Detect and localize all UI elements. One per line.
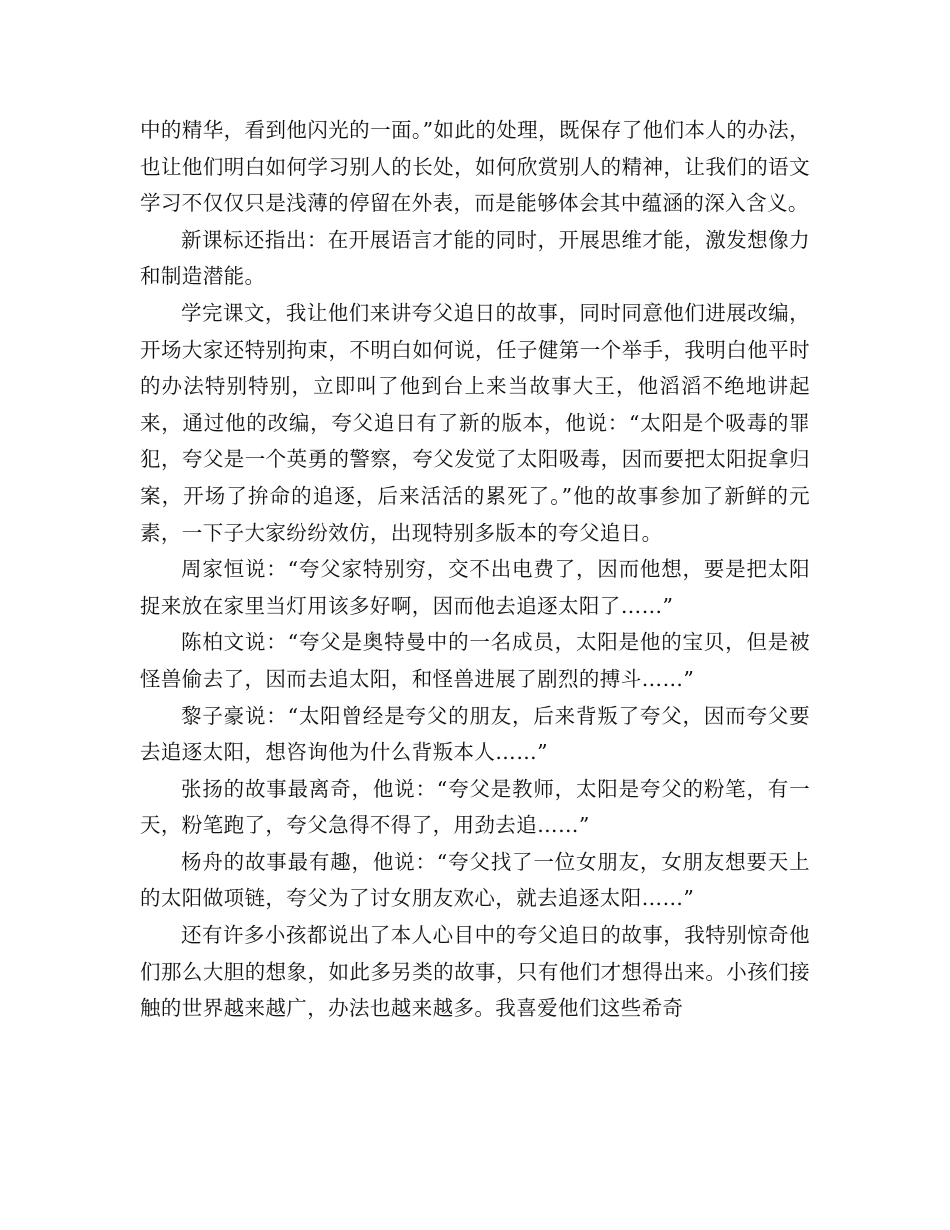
paragraph-5: 陈柏文说：“夸父是奥特曼中的一名成员，太阳是他的宝贝，但是被怪兽偷去了，因而去追太阳，和怪兽进展了剧烈的搏斗……” [140,630,810,691]
paragraph-9: 还有许多小孩都说出了本人心目中的夸父追日的故事，我特别惊奇他们那么大胆的想象，如此多另类的故事，只有他们才想得出来。小孩们接触的世界越来越广，办法也越来越多。我喜爱他们这些希奇 [140,923,810,1021]
paragraph-8: 杨舟的故事最有趣，他说：“夸父找了一位女朋友，女朋友想要天上的太阳做项链，夸父为了讨女朋友欢心，就去追逐太阳……” [140,849,810,911]
paragraph-3: 学完课文，我让他们来讲夸父追日的故事，同时同意他们进展改编，开场大家还特别拘束，不明白如何说，任子健第一个举手，我明白他平时的办法特别特别，立即叫了他到台上来当故事大王，他滔滔不绝地讲起来，通过他的改编，夸父追日有了新的版本，他说：“太阳是个吸毒的罪犯，夸父是一个英勇的警察，夸父发觉了太阳吸毒，因而要把太阳捉拿归案，开场了拚命的追逐，后来活活的累死了。”他的故事参加了新鲜的元素，一下子大家纷纷效仿，出现特别多版本的夸父追日。 [140,300,810,545]
paragraph-4: 周家恒说：“夸父家特别穷，交不出电费了，因而他想，要是把太阳捉来放在家里当灯用该多好啊，因而他去追逐太阳了……” [140,557,810,618]
paragraph-2: 新课标还指出：在开展语言才能的同时，开展思维才能，激发想像力和制造潜能。 [140,227,810,289]
document-body [140,112,810,1027]
paragraph-6: 黎子豪说：“太阳曾经是夸父的朋友，后来背叛了夸父，因而夸父要去追逐太阳，想咨询他为什么背叛本人……” [140,703,810,765]
paragraph-7: 张扬的故事最离奇，他说：“夸父是教师，太阳是夸父的粉笔，有一天，粉笔跑了，夸父急得不得了，用劲去追……” [140,776,810,838]
paragraph-1: 中的精华，看到他闪光的一面。”如此的处理，既保存了他们本人的办法，也让他们明白如何学习别人的长处，如何欣赏别人的精神，让我们的语文学习不仅仅只是浅薄的停留在外表，而是能够体会其中蕴涵的深入含义。 [140,118,810,216]
